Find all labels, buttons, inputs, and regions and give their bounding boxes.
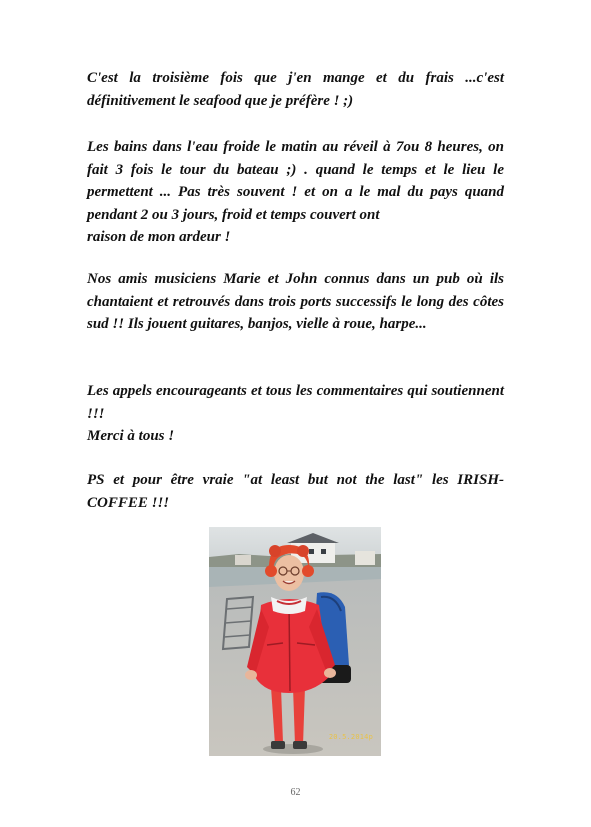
page-number: 62 — [290, 787, 301, 798]
photo-woman-on-pier — [209, 527, 381, 756]
paragraph-musician-friends: Nos amis musiciens Marie et John connus dans un pub où ils chantaient et retrouvés dans trois ports successifs le long des côtes sud !! Ils jouent guitares, banjos, vielle à roue, harpe... — [87, 271, 504, 332]
photo-date-stamp: 20.5.2014p — [328, 733, 373, 741]
photo-illustration — [209, 527, 381, 756]
paragraph-cold-baths: Les bains dans l'eau froide le matin au réveil à 7ou 8 heures, on fait 3 fois le tour du bateau ;) . quand le temps et le lieu le permettent ... Pas très souvent ! et on a le mal du pays quand pendant 2 ou 3 jours, froid et temps couvert ont raison de mon ardeur ! — [87, 139, 504, 245]
paragraph-seafood: C'est la troisième fois que j'en mange et du frais ...c'est définitivement le seafood que je préfère ! ;) — [87, 70, 504, 109]
paragraph-thanks: Les appels encourageants et tous les commentaires qui soutiennent !!! Merci à tous ! — [87, 383, 504, 444]
paragraph-irish-coffee: PS et pour être vraie "at least but not the last" les IRISH-COFFEE !!! — [87, 472, 504, 511]
